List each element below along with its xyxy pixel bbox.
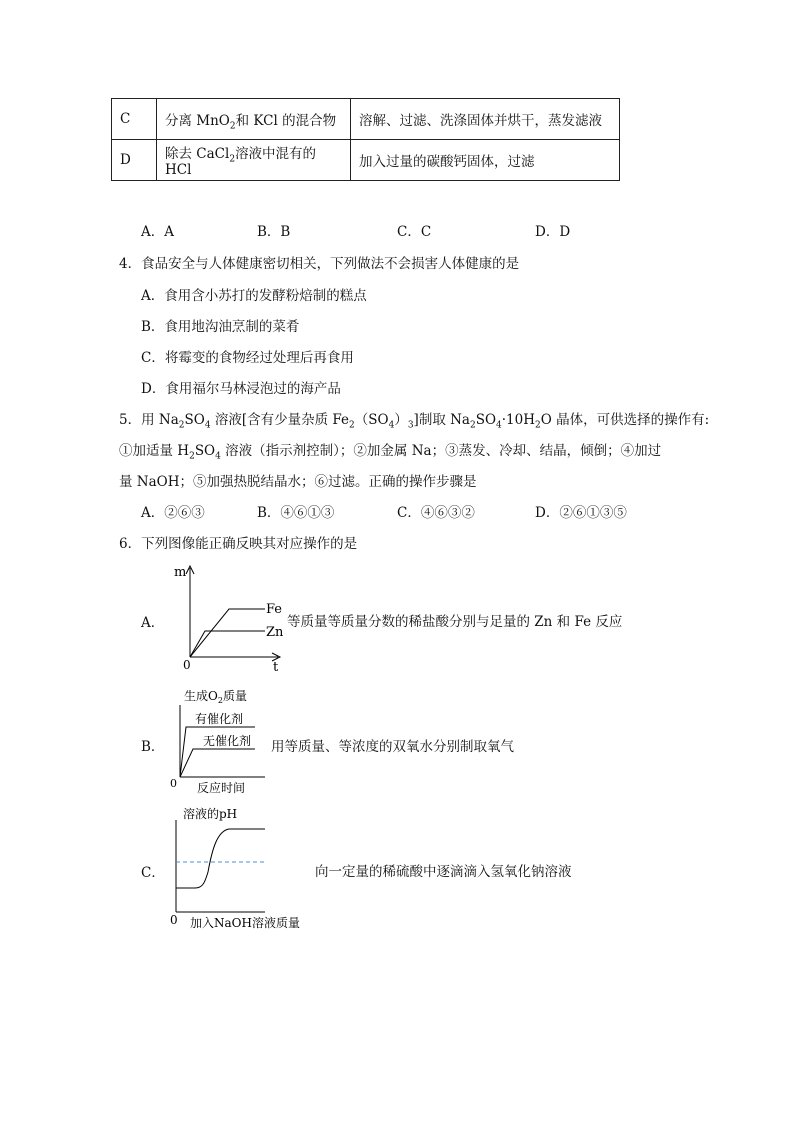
zn-curve — [190, 631, 265, 657]
table-row — [112, 99, 620, 140]
table-row — [112, 140, 620, 181]
origin-label: 0 — [170, 913, 178, 927]
q5-stem-line3: 量 NaOH；⑤加强热脱结晶水；⑥过滤。正确的操作步骤是 — [119, 474, 477, 490]
fe-label: Fe — [266, 602, 283, 617]
no-catalyst-curve — [180, 749, 255, 777]
q5-option-b: B．④⑥①③ — [257, 505, 335, 521]
table-cell: 加入过量的碳酸钙固体，过滤 — [351, 140, 620, 181]
x-axis-label: 反应时间 — [197, 781, 246, 795]
x-axis-label: t — [273, 660, 279, 675]
q4-option-d: D．食用福尔马林浸泡过的海产品 — [141, 381, 341, 397]
q6-c-label: C． — [141, 865, 165, 881]
q4-option-c: C．将霉变的食物经过处理后再食用 — [141, 350, 354, 366]
q6-b-desc: 用等质量、等浓度的双氧水分别制取氧气 — [271, 739, 514, 755]
q5-option-c: C．④⑥③② — [397, 505, 475, 521]
fe-curve — [190, 609, 265, 657]
q5-stem-line2: ①加适量 $H_2SO_4$ 溶液（指示剂控制）；②加金属 Na；③蒸发、冷却、结晶，倾倒；④加过 — [119, 443, 662, 462]
q6-b-label: B． — [141, 739, 165, 755]
q3-option-a: A．A — [141, 224, 174, 240]
q4-option-a: A．食用含小苏打的发酵粉焙制的糕点 — [141, 288, 367, 304]
catalyst-label: 有催化剂 — [195, 712, 244, 726]
q6-stem: 6．下列图像能正确反映其对应操作的是 — [119, 536, 358, 552]
q5-option-a: A．②⑥③ — [141, 505, 205, 521]
q3-option-b: B．B — [257, 224, 291, 240]
table-cell: 除去 CaCl$_2$溶液中混有的 HCl — [157, 140, 351, 181]
q3-option-d: D．D — [535, 224, 571, 240]
q5-option-d: D．②⑥①③⑤ — [535, 505, 627, 521]
origin-label: 0 — [183, 658, 191, 672]
origin-label: 0 — [170, 777, 177, 790]
q6-a-label: A． — [141, 615, 165, 631]
q3-option-c: C．C — [397, 224, 432, 240]
q6-b-graph — [165, 685, 275, 800]
q6-c-desc: 向一定量的稀硫酸中逐滴滴入氢氧化钠溶液 — [315, 864, 572, 880]
q6-c-graph — [165, 800, 325, 935]
table-cell: C — [112, 99, 157, 140]
options-table — [111, 98, 620, 181]
y-axis-label: m — [174, 565, 187, 580]
q4-option-b: B．食用地沟油烹制的菜肴 — [141, 319, 300, 335]
zn-label: Zn — [266, 625, 284, 640]
ph-curve — [176, 829, 265, 888]
no-catalyst-label: 无催化剂 — [203, 734, 252, 748]
y-axis-label: 生成$O_2$质量 — [184, 689, 247, 705]
q6-a-graph — [165, 560, 290, 675]
table-cell: D — [112, 140, 157, 181]
q5-stem-line1: 5．用 $Na_2SO_4$ 溶液[含有少量杂质 $Fe_2(SO_4)_3$]制取 $Na_2SO_4\cdot 10H_2O$ 晶体，可供选择的操作有: — [119, 412, 710, 431]
x-axis-label: 加入NaOH溶液质量 — [190, 916, 300, 930]
y-axis-label: 溶液的pH — [183, 807, 238, 821]
table-cell: 分离 MnO$_2$和 KCl 的混合物 — [157, 99, 351, 140]
q6-a-desc: 等质量等质量分数的稀盐酸分别与足量的 Zn 和 Fe 反应 — [287, 614, 623, 630]
table-cell: 溶解、过滤、洗涤固体并烘干，蒸发滤液 — [351, 99, 620, 140]
q4-stem: 4．食品安全与人体健康密切相关，下列做法不会损害人体健康的是 — [119, 256, 520, 272]
